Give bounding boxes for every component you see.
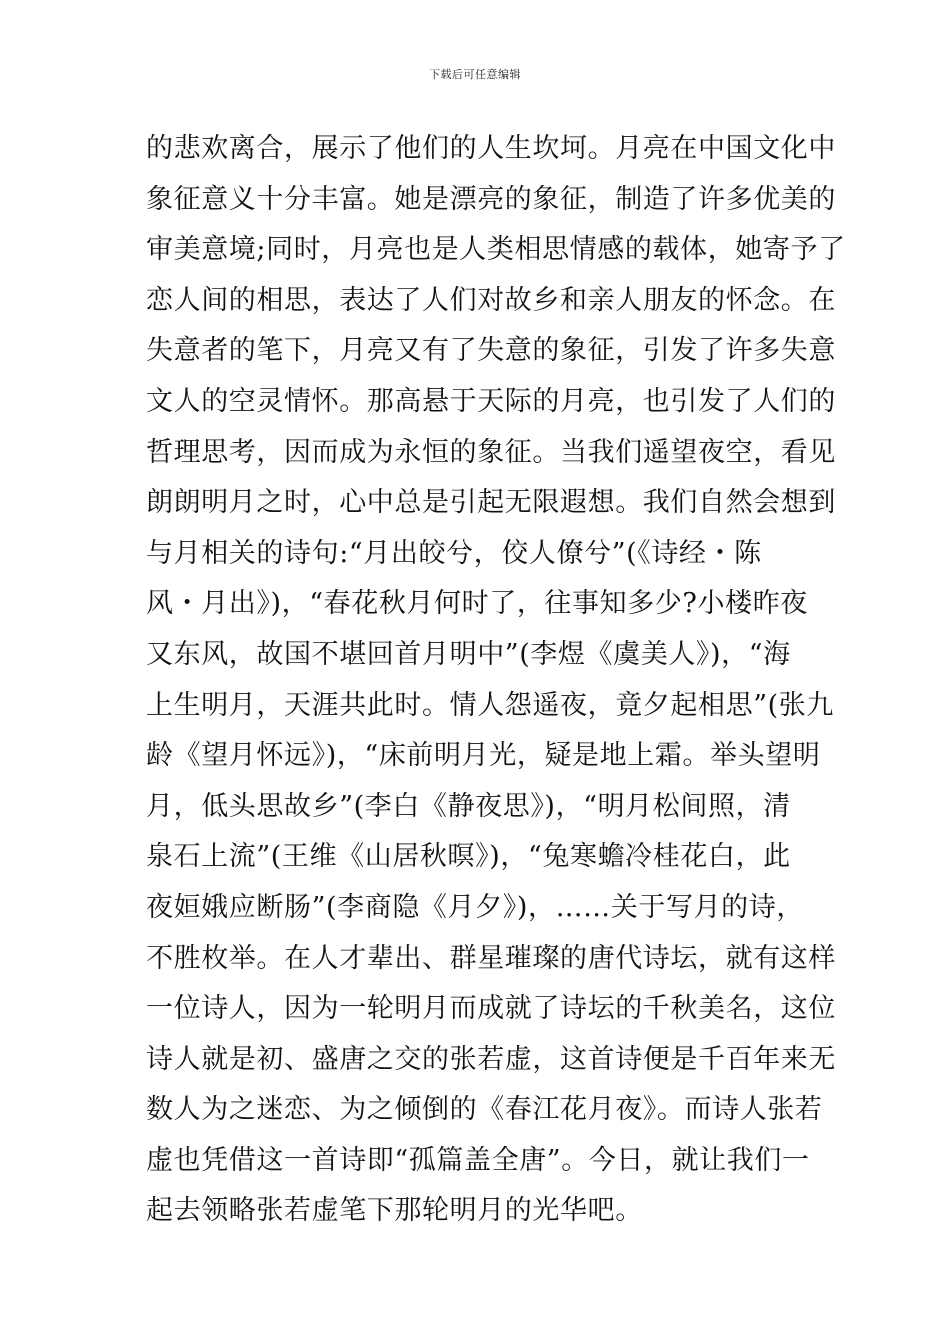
text-line: 哲理思考，因而成为永恒的象征。当我们遥望夜空，看见	[146, 436, 836, 468]
text-line: 审美意境;同时，月亮也是人类相思情感的载体，她寄予了	[146, 234, 846, 266]
text-line: 与月相关的诗句:“月出皎兮，佼人僚兮”(《诗经・陈	[146, 537, 762, 569]
text-line: 失意者的笔下，月亮又有了失意的象征，引发了许多失意	[146, 335, 836, 367]
text-line: 的悲欢离合，展示了他们的人生坎坷。月亮在中国文化中	[146, 133, 836, 164]
page-header: 下载后可任意编辑	[429, 68, 521, 81]
text-line: 虚也凭借这一首诗即“孤篇盖全唐”。今日，就让我们一	[146, 1144, 810, 1176]
text-line: 朗朗明月之时，心中总是引起无限遐想。我们自然会想到	[146, 487, 836, 519]
text-line: 月，低头思故乡”(李白《静夜思》)，“明月松间照，清	[146, 790, 791, 822]
text-line: 诗人就是初、盛唐之交的张若虚，这首诗便是千百年来无	[146, 1043, 836, 1075]
text-line: 恋人间的相思，表达了人们对故乡和亲人朋友的怀念。在	[146, 284, 836, 316]
text-line: 上生明月，天涯共此时。情人怨遥夜，竟夕起相思”(张九	[146, 689, 834, 721]
text-line: 泉石上流”(王维《山居秋暝》)，“兔寒蟾冷桂花白，此	[146, 841, 791, 873]
text-line: 夜姮娥应断肠”(李商隐《月夕》)，……关于写月的诗，	[146, 891, 804, 923]
text-line: 象征意义十分丰富。她是漂亮的象征，制造了许多优美的	[146, 183, 836, 215]
text-line: 一位诗人，因为一轮明月而成就了诗坛的千秋美名，这位	[146, 993, 836, 1025]
text-line: 不胜枚举。在人才辈出、群星璀璨的唐代诗坛，就有这样	[146, 942, 836, 974]
text-line: 数人为之迷恋、为之倾倒的《春江花月夜》。而诗人张若	[146, 1094, 823, 1126]
text-line: 又东风，故国不堪回首月明中”(李煜《虞美人》)，“海	[146, 638, 791, 670]
text-line: 龄《望月怀远》)，“床前明月光，疑是地上霜。举头望明	[146, 740, 821, 772]
text-line: 文人的空灵情怀。那高悬于天际的月亮，也引发了人们的	[146, 385, 836, 417]
body-paragraph	[146, 124, 846, 1237]
text-line: 起去领略张若虚笔下那轮明月的光华吧。	[146, 1195, 643, 1227]
text-line: 风・月出》)，“春花秋月何时了，往事知多少?小楼昨夜	[146, 588, 808, 620]
